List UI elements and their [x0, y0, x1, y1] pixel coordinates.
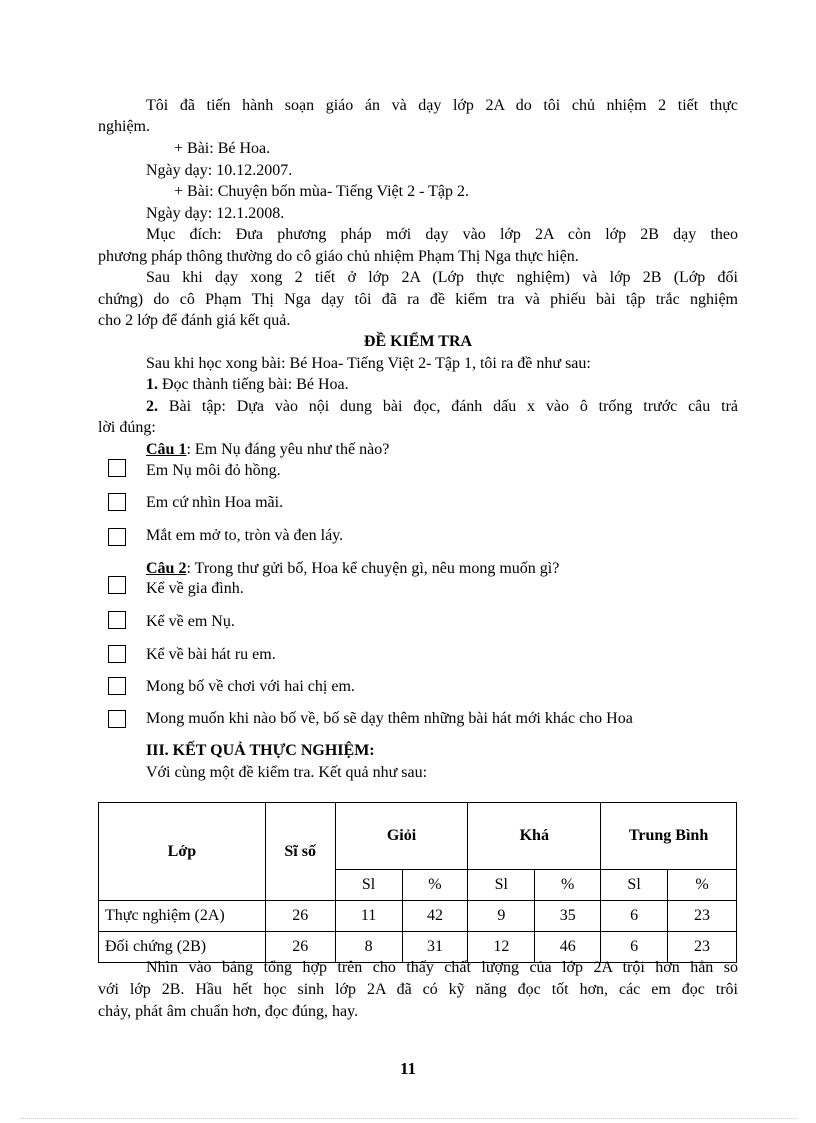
- lesson-2-date: Ngày dạy: 12.1.2008.: [146, 205, 285, 222]
- conclusion-line: với lớp 2B. Hầu hết học sinh lớp 2A đã có kỹ năng đọc tốt hơn, các em đọc trôi: [98, 981, 738, 998]
- answer-checkbox[interactable]: [108, 677, 126, 695]
- purpose-line: phương pháp thông thường do cô giáo chủ nhiệm Phạm Thị Nga thực hiện.: [98, 248, 579, 265]
- lesson-1-date: Ngày dạy: 10.12.2007.: [146, 162, 293, 179]
- page-number: 11: [399, 1059, 417, 1078]
- after-teaching-line: chứng) do cô Phạm Thị Nga dạy tôi đã ra đề kiểm tra và phiếu bài tập trắc nghiệm: [98, 291, 738, 308]
- answer-checkbox[interactable]: [108, 493, 126, 511]
- row-size: 26: [265, 932, 335, 963]
- subheader-sl: Sl: [468, 870, 535, 901]
- answer-option: Kể về gia đình.: [146, 580, 244, 597]
- subheader-sl: Sl: [601, 870, 668, 901]
- header-good: Giỏi: [335, 803, 468, 870]
- subheader-sl: Sl: [335, 870, 402, 901]
- question-2: [146, 559, 559, 579]
- header-fair: Khá: [468, 803, 601, 870]
- row-size: 26: [265, 901, 335, 932]
- test-item-1-text: Đọc thành tiếng bài: Bé Hoa.: [158, 376, 349, 393]
- row-class-name: Thực nghiệm (2A): [99, 901, 266, 932]
- question-1-text: : Em Nụ đáng yêu như thế nào?: [186, 441, 390, 458]
- row-avg-pct: 23: [668, 901, 737, 932]
- answer-option: Em Nụ môi đỏ hồng.: [146, 462, 281, 479]
- row-good-pct: 42: [402, 901, 468, 932]
- row-good-sl: 11: [335, 901, 402, 932]
- row-avg-sl: 6: [601, 932, 668, 963]
- footer-divider: [20, 1118, 796, 1119]
- test-item-2-text: Bài tập: Dựa vào nội dung bài đọc, đánh dấu x vào ô trống trước câu trả: [158, 398, 738, 415]
- test-item-2-continued: lời đúng:: [98, 419, 156, 436]
- header-class: Lớp: [99, 803, 266, 901]
- table-row: [99, 901, 737, 932]
- conclusion-line: Nhìn vào bảng tổng hợp trên cho thấy chất lượng của lớp 2A trội hơn hẳn so: [146, 959, 738, 976]
- answer-checkbox[interactable]: [108, 645, 126, 663]
- question-2-label: Câu 2: [146, 560, 187, 577]
- answer-option: Em cứ nhìn Hoa mãi.: [146, 494, 284, 511]
- table-header-row: [99, 803, 737, 870]
- header-average: Trung Bình: [601, 803, 737, 870]
- question-2-text: : Trong thư gửi bố, Hoa kể chuyện gì, nêu mong muốn gì?: [186, 560, 560, 577]
- question-1-label: Câu 1: [146, 441, 187, 458]
- row-good-pct: 31: [402, 932, 468, 963]
- lesson-1: + Bài: Bé Hoa.: [174, 140, 271, 157]
- row-class-name: Đối chứng (2B): [99, 932, 266, 963]
- results-heading: III. KẾT QUẢ THỰC NGHIỆM:: [146, 742, 375, 759]
- row-avg-pct: 23: [668, 932, 737, 963]
- purpose-line: Mục đích: Đưa phương pháp mới dạy vào lớp 2A còn lớp 2B dạy theo: [146, 226, 738, 243]
- intro-paragraph-line: nghiệm.: [98, 118, 150, 135]
- question-1: [146, 440, 389, 460]
- answer-checkbox[interactable]: [108, 611, 126, 629]
- test-intro: Sau khi học xong bài: Bé Hoa- Tiếng Việt 2- Tập 1, tôi ra đề như sau:: [146, 355, 591, 372]
- test-item-1-number: 1.: [146, 376, 158, 393]
- answer-option: Mong bố về chơi với hai chị em.: [146, 678, 355, 695]
- answer-checkbox[interactable]: [108, 710, 126, 728]
- row-fair-sl: 9: [468, 901, 535, 932]
- lesson-2: + Bài: Chuyện bốn mùa- Tiếng Việt 2 - Tập 2.: [174, 183, 470, 200]
- answer-checkbox[interactable]: [108, 576, 126, 594]
- row-good-sl: 8: [335, 932, 402, 963]
- answer-checkbox[interactable]: [108, 528, 126, 546]
- subheader-pct: %: [668, 870, 737, 901]
- row-fair-pct: 46: [535, 932, 601, 963]
- intro-paragraph-line: Tôi đã tiến hành soạn giáo án và dạy lớp 2A do tôi chủ nhiệm 2 tiết thực: [146, 97, 738, 114]
- subheader-pct: %: [402, 870, 468, 901]
- answer-option: Mong muốn khi nào bố về, bố sẽ dạy thêm những bài hát mới khác cho Hoa: [146, 710, 633, 727]
- subheader-pct: %: [535, 870, 601, 901]
- results-table: [98, 802, 737, 963]
- test-item-1: [146, 375, 349, 395]
- row-fair-sl: 12: [468, 932, 535, 963]
- answer-option: Mắt em mở to, tròn và đen láy.: [146, 527, 344, 544]
- after-teaching-line: cho 2 lớp để đánh giá kết quả.: [98, 312, 291, 329]
- conclusion-line: chảy, phát âm chuẩn hơn, đọc đúng, hay.: [98, 1003, 359, 1020]
- answer-checkbox[interactable]: [108, 459, 126, 477]
- answer-option: Kể về bài hát ru em.: [146, 646, 276, 663]
- test-heading: ĐỀ KIỂM TRA: [363, 333, 473, 350]
- row-avg-sl: 6: [601, 901, 668, 932]
- test-item-2-number: 2.: [146, 398, 158, 415]
- after-teaching-line: Sau khi dạy xong 2 tiết ở lớp 2A (Lớp thực nghiệm) và lớp 2B (Lớp đối: [146, 269, 738, 286]
- row-fair-pct: 35: [535, 901, 601, 932]
- test-item-2: [146, 397, 738, 417]
- answer-option: Kể về em Nụ.: [146, 613, 235, 630]
- results-intro: Với cùng một đề kiểm tra. Kết quả như sau:: [146, 764, 428, 781]
- header-size: Sĩ số: [265, 803, 335, 901]
